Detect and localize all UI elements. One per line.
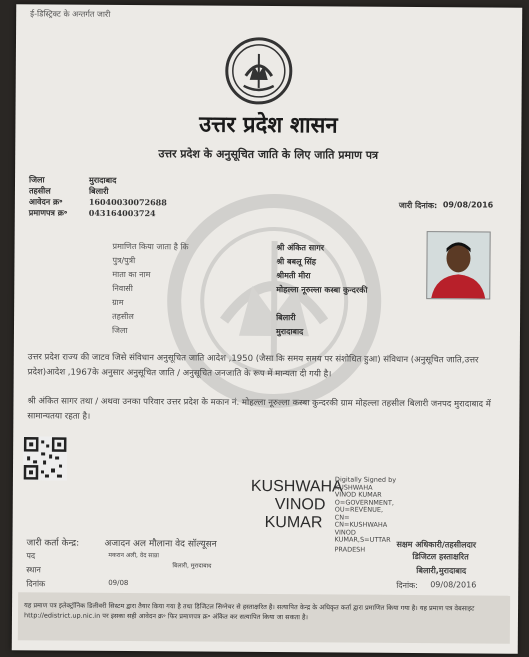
detail-value: श्री बबलू सिंह: [276, 257, 317, 267]
tehsil-label: तहसील: [28, 186, 51, 196]
date-label: दिनांक: [26, 579, 46, 589]
authority-digital-note: डिजिटल हस्ताक्षरित: [412, 552, 469, 562]
issue-date-label: जारी दिनांक:: [398, 200, 438, 211]
detail-label: माता का नाम: [112, 269, 151, 280]
detail-label: प्रमाणित किया जाता है कि: [112, 241, 189, 252]
detail-value: बिलारी: [276, 313, 296, 323]
certificate-label: प्रमाणपत्र क्र॰: [28, 208, 68, 218]
signer-name-line: KUMAR: [264, 513, 323, 532]
certificate-number: 043164003724: [88, 207, 156, 219]
applicant-photo-image: [427, 232, 489, 298]
detail-label: निवासी: [112, 283, 133, 294]
tehsil-value: बिलारी: [88, 186, 109, 196]
qr-code-icon: [23, 436, 67, 480]
application-number: 16040030072688: [88, 196, 167, 208]
authority-date-label: दिनांक:: [396, 580, 418, 591]
authority-date-value: 09/08/2016: [430, 580, 477, 590]
detail-label: ग्राम: [112, 297, 124, 307]
page-title: उत्तर प्रदेश शासन: [199, 111, 338, 139]
post-value: मकरान अली, वेद सान्ना: [108, 551, 159, 560]
authority-title: सक्षम अधिकारी/तहसीलदार: [396, 539, 477, 550]
issue-date-value: 09/08/2016: [442, 200, 494, 210]
date-value: 09/08: [108, 578, 129, 588]
footer-note: यह प्रमाण पत्र इलेक्ट्रॉनिक डिलीवरी सिस्टम द्वारा तैयार किया गया है तथा डिजिटल सिग्नेचर से हस्ताक्षरित है। सत्यापित केन्द्र के अधिकृत कर्ता द्वारा प्रमाणित किया गया है। यह प्रमाण पत्र वेबसाइट http://edistrict.up.nic.in पर इसका सही आवेदन क्र॰ फिर प्रमाणपत्र क्र॰ अंकित कर सत्यापित किया जा सकता है।: [23, 601, 475, 622]
authority-location: बिलारी,मुरादाबाद: [416, 566, 467, 576]
detail-label: तहसील: [112, 311, 134, 322]
body-paragraph: श्री अंकित सागर तथा / अथवा उनका परिवार उत्तर प्रदेश के मकान नं. मोहल्ला नूरुल्ला कस्बा कुन्दरकी ग्राम मोहल्ला तहसील बिलारी जनपद मुरादाबाद में सामान्यतया रहता है।: [27, 396, 491, 422]
post-label: पद: [26, 551, 36, 561]
header-note: ई-डिस्ट्रिक्ट के अन्तर्गत जारी: [30, 9, 111, 19]
digital-signature-text: Digitally Signed by KUSHWAHA VINOD KUMAR O=GOVERNMENT, OU=REVENUE, CN= CN=KUSHWAHA VINOD KUMAR,S=UTTAR PRADESH: [334, 475, 397, 554]
signer-name-line: VINOD: [274, 496, 326, 514]
detail-value: मुरादाबाद: [275, 327, 304, 337]
applicant-photo: [426, 231, 490, 299]
detail-value: मोहल्ला नूरुल्ला कस्बा कुन्दरकी: [276, 285, 368, 295]
place-label: स्थान: [26, 565, 41, 575]
district-label: जिला: [29, 175, 45, 185]
issued-by-value: अजादन अल मौलाना वेद सॉल्यूसन: [104, 538, 217, 550]
application-label: आवेदन क्र॰: [28, 197, 63, 207]
certificate-subtitle: उत्तर प्रदेश के अनुसूचित जाति के लिए जाति प्रमाण पत्र: [158, 147, 379, 162]
certificate-sheet: [12, 4, 522, 654]
district-value: मुरादाबाद: [89, 175, 117, 185]
detail-label: जिला: [111, 325, 128, 336]
signer-name-line: KUSHWAHA: [250, 477, 343, 496]
detail-value: श्री अंकित सागर: [276, 243, 325, 253]
body-paragraph: उत्तर प्रदेश राज्य की जाटव जिसे संविधान अनुसूचित जाति आदेश ,1950 (जैसा कि समय समय पर संशोधित हुआ) संविधान (अनुसूचित जाति,उत्तर प्रदेश)आदेश ,1967के अनुसार अनुसूचित जाति / अनुसूचित जनजाति के रूप में मान्यता दी गयी है।: [27, 352, 479, 380]
detail-label: पुत्र/पुत्री: [112, 255, 136, 266]
place-value: बिलारी, मुरादाबाद: [172, 562, 212, 570]
detail-value: श्रीमती मीरा: [276, 271, 311, 281]
state-emblem-icon: [224, 36, 294, 106]
issued-by-label: जारी कर्ता केन्द्र:: [26, 538, 80, 549]
